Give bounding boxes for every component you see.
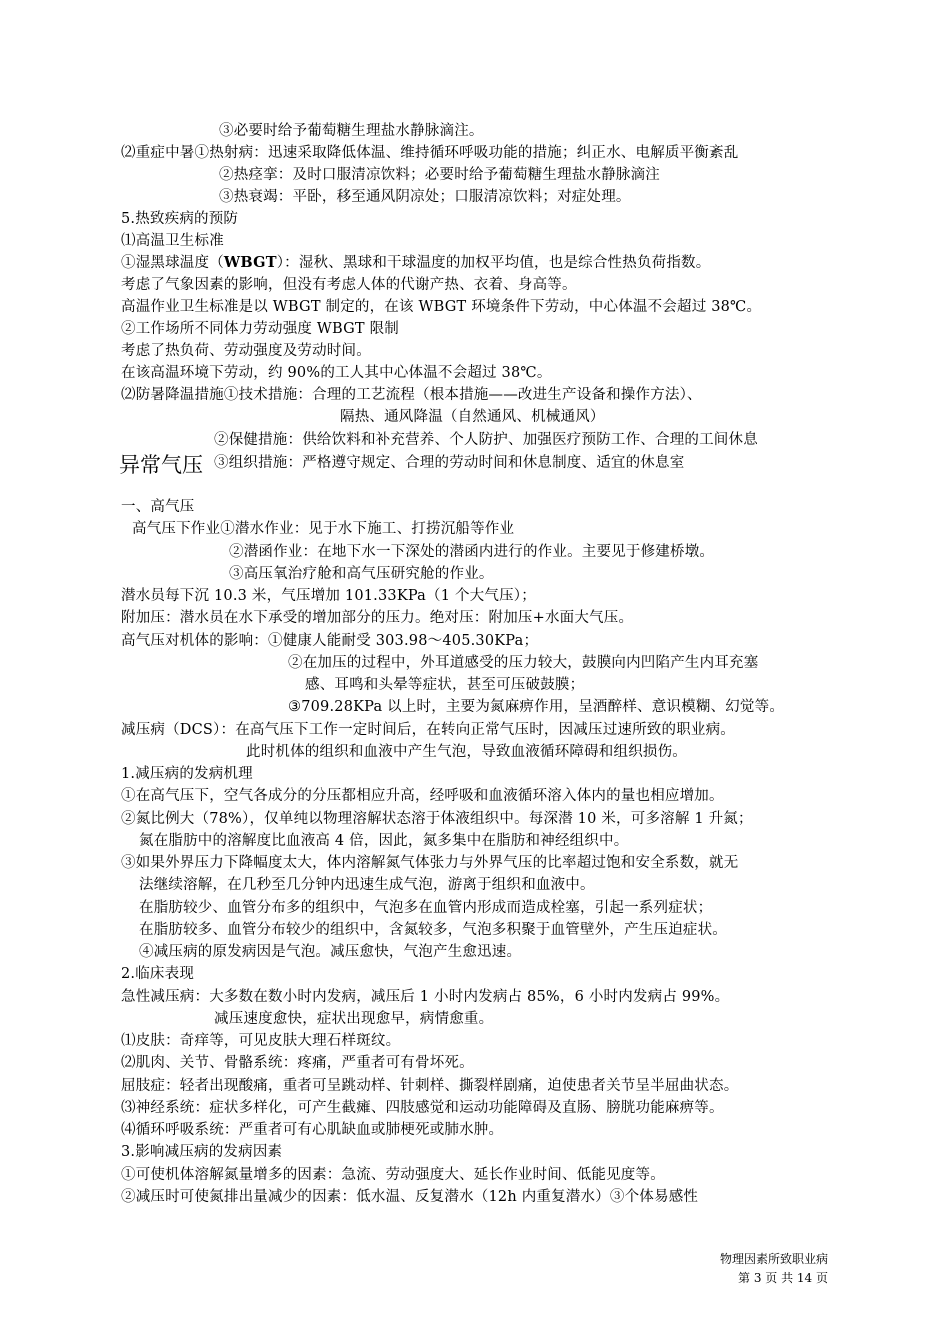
text-line: 在脂肪较多、血管分布较少的组织中，含氮较多，气泡多积聚于血管壁外，产生压迫症状。 bbox=[139, 922, 727, 938]
text-line: 高气压下作业①潜水作业：见于水下施工、打捞沉船等作业 bbox=[132, 521, 515, 537]
text-line: ③如果外界压力下降幅度太大，体内溶解氮气体张力与外界气压的比率超过饱和安全系数，就无 bbox=[121, 855, 739, 871]
text-line: ①在高气压下，空气各成分的分压都相应升高，经呼吸和血液循环溶入体内的量也相应增加。 bbox=[121, 788, 724, 804]
text-line: ③必要时给予葡萄糖生理盐水静脉滴注。 bbox=[219, 123, 484, 139]
text-line: ⑶神经系统：症状多样化，可产生截瘫、四肢感觉和运动功能障碍及直肠、膀胱功能麻痹等。 bbox=[121, 1100, 724, 1116]
text-line: 高气压对机体的影响：①健康人能耐受 303.98～405.30KPa； bbox=[121, 633, 539, 649]
text-line: ③709.28KPa 以上时，主要为氮麻痹作用，呈酒醉样、意识模糊、幻觉等。 bbox=[288, 699, 785, 715]
text-line: 考虑了气象因素的影响，但没有考虑人体的代谢产热、衣着、身高等。 bbox=[121, 277, 577, 293]
text-line: ⑷循环呼吸系统：严重者可有心肌缺血或肺梗死或肺水肿。 bbox=[121, 1122, 504, 1138]
text-line: 此时机体的组织和血液中产生气泡，导致血液循环障碍和组织损伤。 bbox=[246, 744, 687, 760]
section-heading: 一、高气压 bbox=[121, 499, 195, 515]
text-line: ②工作场所不同体力劳动强度 WBGT 限制 bbox=[121, 321, 399, 337]
text-line: ⑵防暑降温措施①技术措施：合理的工艺流程（根本措施——改进生产设备和操作方法）、 bbox=[121, 387, 702, 403]
text-line: ⑵重症中暑①热射病：迅速采取降低体温、维持循环呼吸功能的措施；纠正水、电解质平衡紊乱 bbox=[121, 145, 739, 161]
text-line: 考虑了热负荷、劳动强度及劳动时间。 bbox=[121, 343, 371, 359]
text-line: 屈肢症：轻者出现酸痛，重者可呈跳动样、针刺样、撕裂样剧痛，迫使患者关节呈半屈曲状态。 bbox=[121, 1078, 739, 1094]
text-line: 在脂肪较少、血管分布多的组织中，气泡多在血管内形成而造成栓塞，引起一系列症状； bbox=[139, 900, 713, 916]
text-line: 急性减压病：大多数在数小时内发病，减压后 1 小时内发病占 85%，6 小时内发病占 99%。 bbox=[121, 989, 730, 1005]
section-heading: 5.热致疾病的预防 bbox=[121, 211, 239, 227]
chapter-title: 异常气压 bbox=[119, 453, 203, 477]
text-line: ⑵肌肉、关节、骨骼系统：疼痛，严重者可有骨坏死。 bbox=[121, 1055, 474, 1071]
text-line: ②保健措施：供给饮料和补充营养、个人防护、加强医疗预防工作、合理的工间休息 bbox=[214, 432, 758, 448]
text-line: 感、耳鸣和头晕等症状，甚至可压破鼓膜； bbox=[305, 677, 585, 693]
text-line: 减压速度愈快，症状出现愈早，病情愈重。 bbox=[214, 1011, 494, 1027]
text-line: ③热衰竭：平卧，移至通风阴凉处；口服清凉饮料；对症处理。 bbox=[219, 189, 631, 205]
text-line: 附加压：潜水员在水下承受的增加部分的压力。绝对压：附加压+水面大气压。 bbox=[121, 610, 634, 626]
text-line: 隔热、通风降温（自然通风、机械通风） bbox=[340, 409, 605, 425]
text-line: 法继续溶解，在几秒至几分钟内迅速生成气泡，游离于组织和血液中。 bbox=[139, 877, 595, 893]
text-line: 潜水员每下沉 10.3 米，气压增加 101.33KPa（1 个大气压）； bbox=[121, 588, 536, 604]
text-segment: ①湿黑球温度（ bbox=[121, 255, 224, 271]
section-heading: 2.临床表现 bbox=[121, 966, 195, 982]
text-line: ⑴皮肤：奇痒等，可见皮肤大理石样斑纹。 bbox=[121, 1033, 401, 1049]
bold-term: WBGT bbox=[223, 254, 277, 271]
text-line: ③高压氧治疗舱和高气压研究舱的作业。 bbox=[229, 566, 494, 582]
text-line: 高温作业卫生标准是以 WBGT 制定的，在该 WBGT 环境条件下劳动，中心体温不会超过 38℃。 bbox=[121, 299, 762, 315]
text-line: ②氮比例大（78%），仅单纯以物理溶解状态溶于体液组织中。每深潜 10 米，可多溶解 1 升氮； bbox=[121, 811, 753, 827]
text-line: ②潜函作业：在地下水一下深处的潜函内进行的作业。主要见于修建桥墩。 bbox=[229, 544, 715, 560]
text-line: ②减压时可使氮排出量减少的因素：低水温、反复潜水（12h 内重复潜水）③个体易感性 bbox=[121, 1189, 699, 1205]
text-line: 减压病（DCS）：在高气压下工作一定时间后，在转向正常气压时，因减压过速所致的职业病。 bbox=[121, 722, 735, 738]
text-line: 在该高温环境下劳动，约 90%的工人其中心体温不会超过 38℃。 bbox=[121, 365, 552, 381]
section-heading: 1.减压病的发病机理 bbox=[121, 766, 253, 782]
section-heading: 3.影响减压病的发病因素 bbox=[121, 1144, 283, 1160]
footer-title: 物理因素所致职业病 bbox=[719, 1252, 828, 1266]
text-line bbox=[121, 253, 710, 273]
text-line: ⑴高温卫生标准 bbox=[121, 233, 224, 249]
page-number: 第 3 页 共 14 页 bbox=[738, 1271, 828, 1285]
text-line: ②在加压的过程中，外耳道感受的压力较大，鼓膜向内凹陷产生内耳充塞 bbox=[288, 655, 759, 671]
text-line: ①可使机体溶解氮量增多的因素：急流、劳动强度大、延长作业时间、低能见度等。 bbox=[121, 1167, 665, 1183]
text-segment: ）：湿秋、黑球和干球温度的加权平均值，也是综合性热负荷指数。 bbox=[276, 255, 711, 271]
text-line: ③组织措施：严格遵守规定、合理的劳动时间和休息制度、适宜的休息室 bbox=[214, 455, 685, 471]
text-line: ④减压病的原发病因是气泡。减压愈快，气泡产生愈迅速。 bbox=[139, 944, 522, 960]
text-line: 氮在脂肪中的溶解度比血液高 4 倍，因此，氮多集中在脂肪和神经组织中。 bbox=[139, 833, 629, 849]
text-line: ②热痉挛：及时口服清凉饮料；必要时给予葡萄糖生理盐水静脉滴注 bbox=[219, 167, 660, 183]
